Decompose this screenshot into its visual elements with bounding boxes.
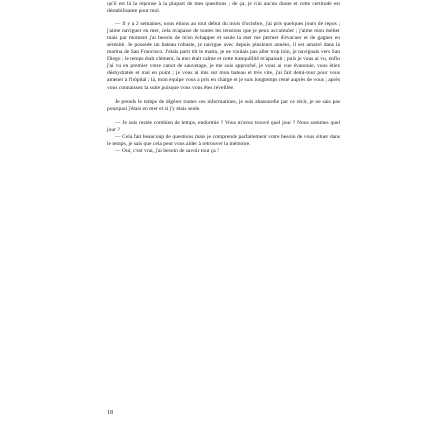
dialogue-reply: — Oui, c'est vrai, j'ai besoin de savoir tout ça !: [115, 147, 219, 154]
dialogue-answer: — Cela fait beaucoup de questions mais je comprends parfaitement votre besoin de vous situer dans le temps, je sais que cela peut vous aider à retrouver la mémoire.: [107, 133, 340, 147]
paragraph-continuation: qu'il est là la réponse à la plupart de mes questions ; de ça, je n'ai aucun doute et cette certitude est déstabilisante pour moi.: [107, 1, 340, 15]
page-number: 18: [107, 410, 113, 416]
dialogue-question: — Je suis restée combien de temps, endormie ? Vous m'avez trouvé quel jour ? Nous sommes quel jour ?: [107, 119, 340, 133]
paragraph-narrative: — Il y a 2 semaines, nous étions au tout début du mois d'octobre, j'ai pris quelques jours de repos ; j'aime naviguer en mer, cela m'apaise de toutes les tensions que je peux accumuler ; j'aime mon métier mais par moment j'ai besoin de m'en échapper et seule la mer me permet d'évacuer et de gagner en sérénité. Je possède un bateau robuste, je navigue avec depuis plusieurs années, il est amarré dans la marina de San Francisco. J'étais parti tôt le matin, je ne voulais pas aller trop loin, je naviguais vers San Diego ; le temps était clément, la mer était calme et cette tranquillité m'apaisait ; puis je vous ai vu, enfin j'ai vu en premier votre canot de sauvetage, je me suis approché, je vous ai vue évanouie, vous étiez déshydratée et mal en point ; je vous ai mis sur mon bateau et très vite, j'ai fait demi-tour pour vous amener à l'hôpital ; là, mon équipe vous a pris en charge et je suis longtemps resté auprès de vous ; après vous connaissez la suite puisque vous vous êtes réveillée.: [107, 21, 340, 91]
paragraph-reflection: Je prends le temps de digérer toutes ces informations, je suis abasourdie par ce récit, je ne sais pas pourquoi j'étais en mer et si j'y étais seule.: [107, 98, 340, 112]
